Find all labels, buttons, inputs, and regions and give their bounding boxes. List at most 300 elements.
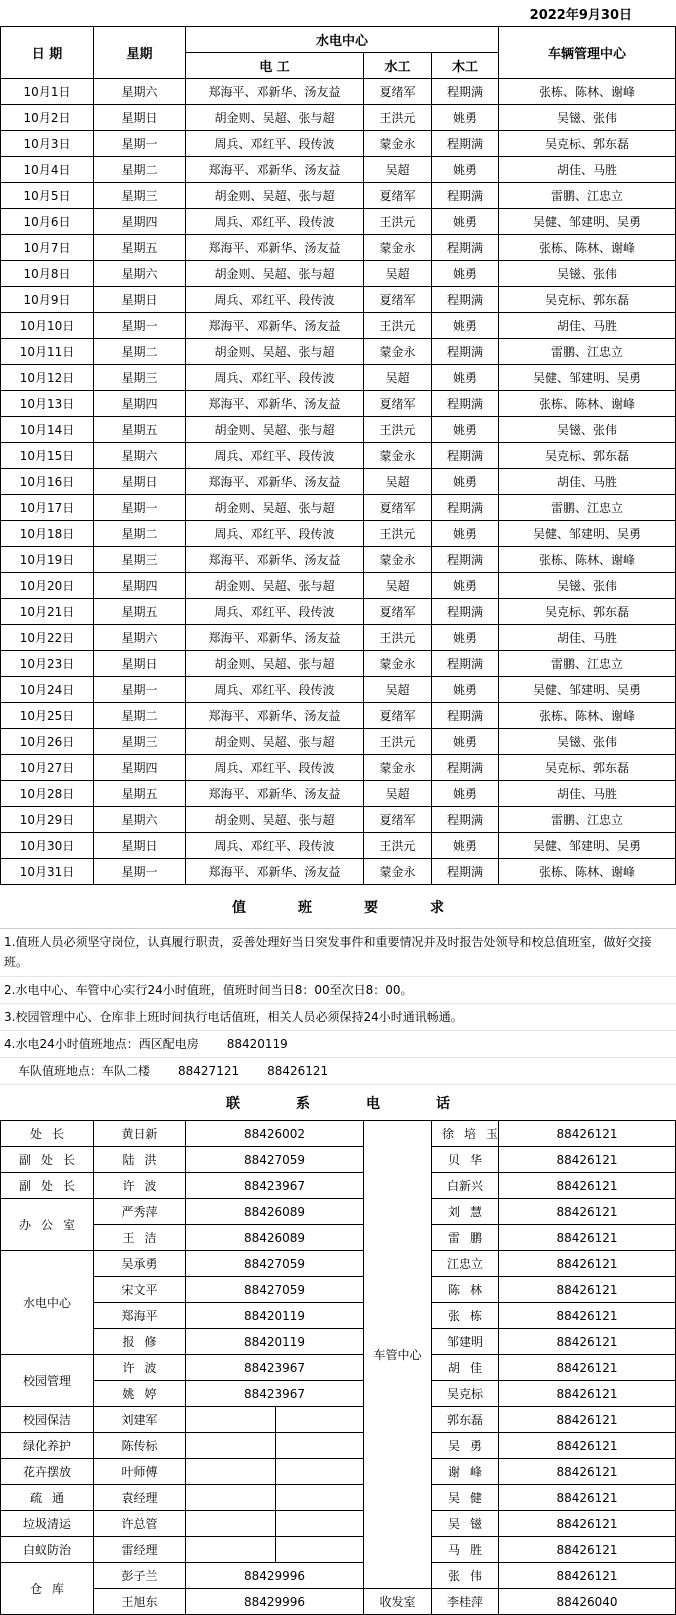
row-carpenter: 程期满 xyxy=(432,755,499,781)
row-carpenter: 姚勇 xyxy=(432,781,499,807)
contact-name: 报修 xyxy=(94,1329,186,1355)
schedule-row xyxy=(1,209,676,235)
row-carpenter: 姚勇 xyxy=(432,417,499,443)
requirement-item-1: 1.值班人员必须坚守岗位，认真履行职责，妥善处理好当日突发事件和重要情况并及时报告处领导和校总值班室，做好交接班。 xyxy=(0,929,676,977)
row-electricians: 胡金则、吴超、张与超 xyxy=(186,105,364,131)
contact-name: 徐培玉 xyxy=(432,1121,499,1147)
row-electricians: 胡金则、吴超、张与超 xyxy=(186,807,364,833)
row-plumber: 王洪元 xyxy=(364,209,432,235)
row-carpenter: 姚勇 xyxy=(432,573,499,599)
row-weekday: 星期一 xyxy=(94,677,186,703)
row-date: 10月6日 xyxy=(1,209,94,235)
contact-name: 陈林 xyxy=(432,1277,499,1303)
row-electricians: 郑海平、邓新华、汤友益 xyxy=(186,625,364,651)
schedule-row xyxy=(1,547,676,573)
contact-phone: 88420119 xyxy=(186,1329,364,1355)
row-electricians: 周兵、邓红平、段传波 xyxy=(186,755,364,781)
requirement-item-4 xyxy=(0,1031,676,1058)
schedule-row xyxy=(1,313,676,339)
dept-campus-cleaning: 校园保洁 xyxy=(1,1407,94,1433)
contact-phone: 88427059 xyxy=(186,1147,364,1173)
row-date: 10月11日 xyxy=(1,339,94,365)
schedule-row xyxy=(1,729,676,755)
row-electricians: 周兵、邓红平、段传波 xyxy=(186,833,364,859)
row-carpenter: 程期满 xyxy=(432,287,499,313)
row-weekday: 星期五 xyxy=(94,417,186,443)
header-hydro-center: 水电中心 xyxy=(186,27,499,53)
row-weekday: 星期四 xyxy=(94,755,186,781)
contact-name: 陈传标 xyxy=(94,1433,186,1459)
contact-name: 刘建军 xyxy=(94,1407,186,1433)
contact-phone-empty xyxy=(276,1511,364,1537)
row-weekday: 星期三 xyxy=(94,365,186,391)
row-vehicle-staff: 雷鹏、江忠立 xyxy=(499,651,676,677)
dept-garbage: 垃圾清运 xyxy=(1,1511,94,1537)
row-weekday: 星期日 xyxy=(94,833,186,859)
row-plumber: 夏绪军 xyxy=(364,287,432,313)
contact-name: 张伟 xyxy=(432,1563,499,1589)
contact-phone-empty xyxy=(186,1459,276,1485)
row-plumber: 蒙金永 xyxy=(364,339,432,365)
row-date: 10月26日 xyxy=(1,729,94,755)
row-plumber: 吴超 xyxy=(364,261,432,287)
row-weekday: 星期三 xyxy=(94,183,186,209)
row-plumber: 夏绪军 xyxy=(364,183,432,209)
row-date: 10月10日 xyxy=(1,313,94,339)
row-vehicle-staff: 胡佳、马胜 xyxy=(499,625,676,651)
schedule-row xyxy=(1,183,676,209)
row-electricians: 郑海平、邓新华、汤友益 xyxy=(186,79,364,105)
contact-phone: 88426121 xyxy=(499,1251,676,1277)
row-electricians: 周兵、邓红平、段传波 xyxy=(186,287,364,313)
row-carpenter: 程期满 xyxy=(432,131,499,157)
row-vehicle-staff: 雷鹏、江忠立 xyxy=(499,495,676,521)
dept-flowers: 花卉摆放 xyxy=(1,1459,94,1485)
schedule-row xyxy=(1,417,676,443)
contact-name: 吴健 xyxy=(432,1485,499,1511)
schedule-row xyxy=(1,573,676,599)
contact-phone: 88426121 xyxy=(499,1511,676,1537)
contact-phone-empty xyxy=(276,1433,364,1459)
row-date: 10月22日 xyxy=(1,625,94,651)
row-plumber: 王洪元 xyxy=(364,105,432,131)
row-weekday: 星期六 xyxy=(94,79,186,105)
row-vehicle-staff: 胡佳、马胜 xyxy=(499,781,676,807)
row-date: 10月3日 xyxy=(1,131,94,157)
row-electricians: 周兵、邓红平、段传波 xyxy=(186,521,364,547)
row-date: 10月15日 xyxy=(1,443,94,469)
row-plumber: 吴超 xyxy=(364,573,432,599)
row-weekday: 星期四 xyxy=(94,573,186,599)
contact-phone-empty xyxy=(186,1537,276,1563)
schedule-row xyxy=(1,521,676,547)
row-plumber: 蒙金永 xyxy=(364,651,432,677)
contact-phone: 88423967 xyxy=(186,1355,364,1381)
row-electricians: 周兵、邓红平、段传波 xyxy=(186,443,364,469)
contact-phone-empty xyxy=(276,1459,364,1485)
row-date: 10月30日 xyxy=(1,833,94,859)
row-electricians: 郑海平、邓新华、汤友益 xyxy=(186,313,364,339)
contact-phone: 88427059 xyxy=(186,1277,364,1303)
row-weekday: 星期六 xyxy=(94,625,186,651)
row-weekday: 星期日 xyxy=(94,469,186,495)
contact-name: 白新兴 xyxy=(432,1173,499,1199)
contact-phone: 88426121 xyxy=(499,1147,676,1173)
row-carpenter: 程期满 xyxy=(432,599,499,625)
row-plumber: 蒙金永 xyxy=(364,443,432,469)
schedule-row xyxy=(1,443,676,469)
contact-phone: 88426089 xyxy=(186,1199,364,1225)
contact-phone-table xyxy=(0,1120,676,1615)
row-weekday: 星期五 xyxy=(94,599,186,625)
contact-phone: 88426121 xyxy=(499,1537,676,1563)
row-carpenter: 姚勇 xyxy=(432,105,499,131)
row-date: 10月13日 xyxy=(1,391,94,417)
row-plumber: 吴超 xyxy=(364,781,432,807)
row-carpenter: 程期满 xyxy=(432,339,499,365)
row-carpenter: 姚勇 xyxy=(432,729,499,755)
row-vehicle-staff: 吴镃、张伟 xyxy=(499,105,676,131)
contact-name: 李桂萍 xyxy=(432,1589,499,1615)
contact-phone: 88427059 xyxy=(186,1251,364,1277)
row-weekday: 星期二 xyxy=(94,703,186,729)
row-vehicle-staff: 吴健、邹建明、吴勇 xyxy=(499,677,676,703)
contact-name: 江忠立 xyxy=(432,1251,499,1277)
dept-deputy-director: 副处长 xyxy=(1,1147,94,1173)
row-electricians: 郑海平、邓新华、汤友益 xyxy=(186,703,364,729)
row-date: 10月2日 xyxy=(1,105,94,131)
dept-dredging: 疏通 xyxy=(1,1485,94,1511)
schedule-row xyxy=(1,157,676,183)
contact-name: 姚婷 xyxy=(94,1381,186,1407)
row-vehicle-staff: 张栋、陈林、谢峰 xyxy=(499,859,676,885)
row-carpenter: 姚勇 xyxy=(432,157,499,183)
row-weekday: 星期一 xyxy=(94,131,186,157)
row-carpenter: 程期满 xyxy=(432,703,499,729)
header-date: 日 期 xyxy=(1,27,94,79)
contact-name: 王洁 xyxy=(94,1225,186,1251)
dept-greening: 绿化养护 xyxy=(1,1433,94,1459)
row-vehicle-staff: 雷鹏、江忠立 xyxy=(499,339,676,365)
row-carpenter: 姚勇 xyxy=(432,833,499,859)
contact-phone: 88426121 xyxy=(499,1199,676,1225)
header-weekday: 星期 xyxy=(94,27,186,79)
schedule-row xyxy=(1,755,676,781)
row-plumber: 吴超 xyxy=(364,365,432,391)
row-electricians: 胡金则、吴超、张与超 xyxy=(186,183,364,209)
header-plumber: 水工 xyxy=(364,53,432,79)
contact-phone: 88426121 xyxy=(499,1121,676,1147)
contact-phone: 88426121 xyxy=(499,1355,676,1381)
contact-name: 胡佳 xyxy=(432,1355,499,1381)
row-date: 10月7日 xyxy=(1,235,94,261)
row-electricians: 胡金则、吴超、张与超 xyxy=(186,573,364,599)
schedule-row xyxy=(1,703,676,729)
contact-name: 雷鹏 xyxy=(432,1225,499,1251)
contact-phone: 88426040 xyxy=(499,1589,676,1615)
row-electricians: 胡金则、吴超、张与超 xyxy=(186,729,364,755)
row-weekday: 星期六 xyxy=(94,807,186,833)
schedule-row xyxy=(1,469,676,495)
contact-name: 彭子兰 xyxy=(94,1563,186,1589)
row-weekday: 星期六 xyxy=(94,443,186,469)
contact-name: 郑海平 xyxy=(94,1303,186,1329)
row-electricians: 郑海平、邓新华、汤友益 xyxy=(186,391,364,417)
requirement-item-2: 2.水电中心、车管中心实行24小时值班，值班时间当日8：00至次日8：00。 xyxy=(0,977,676,1004)
contact-name: 吴勇 xyxy=(432,1433,499,1459)
schedule-row xyxy=(1,495,676,521)
row-vehicle-staff: 吴克标、郭东磊 xyxy=(499,131,676,157)
row-date: 10月31日 xyxy=(1,859,94,885)
schedule-row xyxy=(1,859,676,885)
dept-warehouse: 仓库 xyxy=(1,1563,94,1615)
row-electricians: 胡金则、吴超、张与超 xyxy=(186,339,364,365)
row-date: 10月23日 xyxy=(1,651,94,677)
schedule-row xyxy=(1,781,676,807)
fleet-duty-location: 车队值班地点：车队二楼 xyxy=(18,1064,151,1078)
requirement-item-3: 3.校园管理中心、仓库非上班时间执行电话值班，相关人员必须保持24小时通讯畅通。 xyxy=(0,1004,676,1031)
dept-deputy-director: 副处长 xyxy=(1,1173,94,1199)
vehicle-center-label: 车管中心 xyxy=(364,1121,432,1589)
row-date: 10月29日 xyxy=(1,807,94,833)
schedule-row xyxy=(1,391,676,417)
row-weekday: 星期三 xyxy=(94,547,186,573)
schedule-row xyxy=(1,599,676,625)
row-date: 10月18日 xyxy=(1,521,94,547)
header-vehicle-center: 车辆管理中心 xyxy=(499,27,676,79)
row-weekday: 星期二 xyxy=(94,339,186,365)
row-carpenter: 程期满 xyxy=(432,391,499,417)
contact-name: 王旭东 xyxy=(94,1589,186,1615)
row-date: 10月1日 xyxy=(1,79,94,105)
contact-name: 许波 xyxy=(94,1173,186,1199)
dept-termite: 白蚁防治 xyxy=(1,1537,94,1563)
row-carpenter: 姚勇 xyxy=(432,677,499,703)
row-carpenter: 姚勇 xyxy=(432,209,499,235)
header-carpenter: 木工 xyxy=(432,53,499,79)
row-date: 10月16日 xyxy=(1,469,94,495)
contact-phone: 88426121 xyxy=(499,1381,676,1407)
row-plumber: 蒙金永 xyxy=(364,859,432,885)
row-weekday: 星期三 xyxy=(94,729,186,755)
schedule-row xyxy=(1,625,676,651)
schedule-row xyxy=(1,677,676,703)
row-vehicle-staff: 吴克标、郭东磊 xyxy=(499,287,676,313)
row-electricians: 郑海平、邓新华、汤友益 xyxy=(186,781,364,807)
row-weekday: 星期五 xyxy=(94,235,186,261)
row-date: 10月14日 xyxy=(1,417,94,443)
contact-phone: 88420119 xyxy=(186,1303,364,1329)
contact-name: 许波 xyxy=(94,1355,186,1381)
contact-phone: 88426121 xyxy=(499,1407,676,1433)
row-date: 10月20日 xyxy=(1,573,94,599)
row-plumber: 王洪元 xyxy=(364,729,432,755)
contact-name: 贝华 xyxy=(432,1147,499,1173)
contact-phone: 88426121 xyxy=(499,1459,676,1485)
row-plumber: 王洪元 xyxy=(364,833,432,859)
row-carpenter: 程期满 xyxy=(432,495,499,521)
row-electricians: 周兵、邓红平、段传波 xyxy=(186,365,364,391)
row-vehicle-staff: 吴克标、郭东磊 xyxy=(499,599,676,625)
row-date: 10月12日 xyxy=(1,365,94,391)
row-carpenter: 程期满 xyxy=(432,443,499,469)
row-date: 10月8日 xyxy=(1,261,94,287)
contact-phone: 88426121 xyxy=(499,1225,676,1251)
row-vehicle-staff: 吴克标、郭东磊 xyxy=(499,443,676,469)
row-electricians: 郑海平、邓新华、汤友益 xyxy=(186,469,364,495)
row-weekday: 星期二 xyxy=(94,157,186,183)
schedule-row xyxy=(1,651,676,677)
contact-name: 袁经理 xyxy=(94,1485,186,1511)
row-vehicle-staff: 吴健、邹建明、吴勇 xyxy=(499,833,676,859)
row-weekday: 星期日 xyxy=(94,287,186,313)
contact-phone-empty xyxy=(186,1485,276,1511)
dept-hydro-center: 水电中心 xyxy=(1,1251,94,1355)
row-weekday: 星期日 xyxy=(94,105,186,131)
requirement-item-5 xyxy=(0,1058,676,1085)
contact-name: 吴承勇 xyxy=(94,1251,186,1277)
row-plumber: 蒙金永 xyxy=(364,235,432,261)
contact-name: 马胜 xyxy=(432,1537,499,1563)
row-vehicle-staff: 张栋、陈林、谢峰 xyxy=(499,391,676,417)
schedule-row xyxy=(1,365,676,391)
row-carpenter: 姚勇 xyxy=(432,261,499,287)
schedule-row xyxy=(1,235,676,261)
contact-phone: 88426121 xyxy=(499,1173,676,1199)
contact-name: 吴克标 xyxy=(432,1381,499,1407)
row-plumber: 吴超 xyxy=(364,677,432,703)
contact-name: 陆洪 xyxy=(94,1147,186,1173)
hydro-duty-phone: 88420119 xyxy=(226,1037,288,1051)
row-date: 10月19日 xyxy=(1,547,94,573)
row-carpenter: 程期满 xyxy=(432,235,499,261)
row-plumber: 夏绪军 xyxy=(364,599,432,625)
row-electricians: 胡金则、吴超、张与超 xyxy=(186,417,364,443)
row-electricians: 胡金则、吴超、张与超 xyxy=(186,261,364,287)
row-plumber: 夏绪军 xyxy=(364,79,432,105)
row-vehicle-staff: 吴镃、张伟 xyxy=(499,729,676,755)
row-plumber: 夏绪军 xyxy=(364,495,432,521)
row-date: 10月28日 xyxy=(1,781,94,807)
row-weekday: 星期一 xyxy=(94,859,186,885)
contact-name: 郭东磊 xyxy=(432,1407,499,1433)
contact-name: 雷经理 xyxy=(94,1537,186,1563)
row-vehicle-staff: 张栋、陈林、谢峰 xyxy=(499,235,676,261)
row-plumber: 吴超 xyxy=(364,469,432,495)
contact-name: 邹建明 xyxy=(432,1329,499,1355)
row-date: 10月27日 xyxy=(1,755,94,781)
row-vehicle-staff: 雷鹏、江忠立 xyxy=(499,807,676,833)
row-weekday: 星期四 xyxy=(94,391,186,417)
row-plumber: 夏绪军 xyxy=(364,807,432,833)
contact-phone: 88426121 xyxy=(499,1329,676,1355)
contacts-title: 联系电话 xyxy=(226,1095,506,1112)
row-date: 10月21日 xyxy=(1,599,94,625)
row-plumber: 夏绪军 xyxy=(364,391,432,417)
row-vehicle-staff: 胡佳、马胜 xyxy=(499,157,676,183)
header-electrician: 电 工 xyxy=(186,53,364,79)
contact-phone: 88426002 xyxy=(186,1121,364,1147)
contact-name: 叶师傅 xyxy=(94,1459,186,1485)
schedule-row xyxy=(1,807,676,833)
row-carpenter: 程期满 xyxy=(432,807,499,833)
contact-name: 张栋 xyxy=(432,1303,499,1329)
row-plumber: 夏绪军 xyxy=(364,703,432,729)
row-carpenter: 姚勇 xyxy=(432,365,499,391)
schedule-row xyxy=(1,833,676,859)
requirements-title: 值班要求 xyxy=(0,885,676,929)
row-carpenter: 姚勇 xyxy=(432,313,499,339)
contact-phone: 88426121 xyxy=(499,1433,676,1459)
contact-name: 宋文平 xyxy=(94,1277,186,1303)
row-vehicle-staff: 张栋、陈林、谢峰 xyxy=(499,79,676,105)
dept-campus-management: 校园管理 xyxy=(1,1355,94,1407)
row-electricians: 胡金则、吴超、张与超 xyxy=(186,651,364,677)
row-vehicle-staff: 张栋、陈林、谢峰 xyxy=(499,547,676,573)
contact-name: 许总管 xyxy=(94,1511,186,1537)
duty-schedule-table xyxy=(0,26,676,885)
row-date: 10月4日 xyxy=(1,157,94,183)
row-electricians: 周兵、邓红平、段传波 xyxy=(186,131,364,157)
row-plumber: 吴超 xyxy=(364,157,432,183)
row-plumber: 蒙金永 xyxy=(364,755,432,781)
fleet-duty-phone-2: 88426121 xyxy=(267,1064,329,1078)
row-weekday: 星期日 xyxy=(94,651,186,677)
row-vehicle-staff: 胡佳、马胜 xyxy=(499,469,676,495)
schedule-row xyxy=(1,105,676,131)
fleet-duty-phone-1: 88427121 xyxy=(178,1064,240,1078)
contact-phone: 88429996 xyxy=(186,1563,364,1589)
row-plumber: 王洪元 xyxy=(364,417,432,443)
row-weekday: 星期四 xyxy=(94,209,186,235)
contact-phone: 88426121 xyxy=(499,1485,676,1511)
contact-phone-empty xyxy=(276,1537,364,1563)
contact-phone-empty xyxy=(186,1511,276,1537)
contact-name: 吴镃 xyxy=(432,1511,499,1537)
contact-phone: 88423967 xyxy=(186,1173,364,1199)
row-date: 10月17日 xyxy=(1,495,94,521)
contact-phone: 88426121 xyxy=(499,1563,676,1589)
row-date: 10月24日 xyxy=(1,677,94,703)
row-electricians: 周兵、邓红平、段传波 xyxy=(186,599,364,625)
row-vehicle-staff: 吴镃、张伟 xyxy=(499,573,676,599)
contact-name: 黄日新 xyxy=(94,1121,186,1147)
dept-office: 办公室 xyxy=(1,1199,94,1251)
schedule-row xyxy=(1,131,676,157)
contact-phone: 88426089 xyxy=(186,1225,364,1251)
row-vehicle-staff: 张栋、陈林、谢峰 xyxy=(499,703,676,729)
contact-phone-empty xyxy=(276,1407,364,1433)
row-plumber: 王洪元 xyxy=(364,313,432,339)
row-date: 10月25日 xyxy=(1,703,94,729)
row-weekday: 星期一 xyxy=(94,495,186,521)
row-plumber: 王洪元 xyxy=(364,625,432,651)
row-date: 10月5日 xyxy=(1,183,94,209)
contact-phone-empty xyxy=(186,1407,276,1433)
row-electricians: 周兵、邓红平、段传波 xyxy=(186,677,364,703)
contact-name: 谢峰 xyxy=(432,1459,499,1485)
row-vehicle-staff: 吴镃、张伟 xyxy=(499,261,676,287)
row-carpenter: 程期满 xyxy=(432,183,499,209)
contact-phone: 88426121 xyxy=(499,1277,676,1303)
contact-phone: 88429996 xyxy=(186,1589,364,1615)
row-weekday: 星期二 xyxy=(94,521,186,547)
row-electricians: 胡金则、吴超、张与超 xyxy=(186,495,364,521)
row-plumber: 蒙金永 xyxy=(364,547,432,573)
row-weekday: 星期五 xyxy=(94,781,186,807)
row-carpenter: 程期满 xyxy=(432,859,499,885)
row-carpenter: 程期满 xyxy=(432,547,499,573)
